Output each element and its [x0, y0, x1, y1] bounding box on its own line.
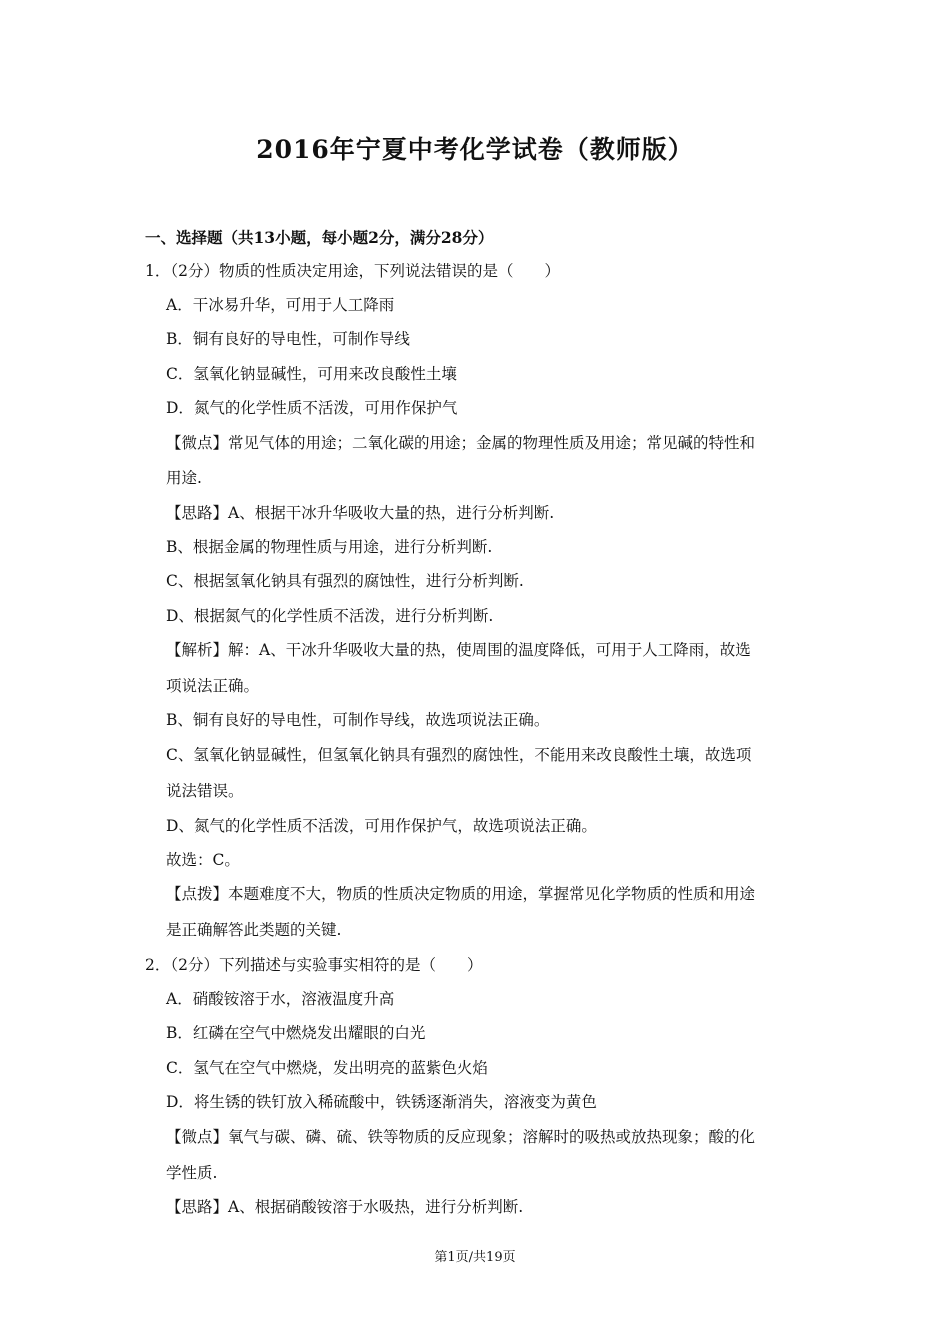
q1-analysis-b: B、铜有良好的导电性，可制作导线，故选项说法正确。 — [166, 711, 550, 729]
question-2-stem: 2．（2分）下列描述与实验事实相符的是（ ） — [145, 956, 483, 974]
q1-analysis-cont: 项说法正确。 — [166, 677, 260, 695]
page-footer: 第1页/共19页 — [434, 1250, 516, 1265]
q1-tip-cont: 是正确解答此类题的关键. — [166, 921, 342, 939]
q1-knowledge-point-cont: 用途. — [166, 469, 202, 487]
q2-knowledge-point: 【微点】氧气与碳、磷、硫、铁等物质的反应现象；溶解时的吸热或放热现象；酸的化 — [166, 1128, 756, 1146]
q1-knowledge-point: 【微点】常见气体的用途；二氧化碳的用途；金属的物理性质及用途；常见碱的特性和 — [166, 434, 756, 452]
q1-option-b: B．铜有良好的导电性，可制作导线 — [166, 330, 410, 348]
q1-analysis-d: D、氮气的化学性质不活泼，可用作保护气，故选项说法正确。 — [166, 817, 597, 835]
q2-option-b: B．红磷在空气中燃烧发出耀眼的白光 — [166, 1024, 426, 1042]
q1-approach-c: C、根据氢氧化钠具有强烈的腐蚀性，进行分析判断. — [166, 572, 524, 590]
page-title: 2016年宁夏中考化学试卷（教师版） — [256, 135, 694, 164]
q1-answer: 故选：C。 — [166, 851, 240, 869]
q2-approach: 【思路】A、根据硝酸铵溶于水吸热，进行分析判断. — [166, 1198, 524, 1216]
q1-tip: 【点拨】本题难度不大，物质的性质决定物质的用途，掌握常见化学物质的性质和用途 — [166, 885, 756, 903]
q1-approach-b: B、根据金属的物理性质与用途，进行分析判断. — [166, 538, 493, 556]
q1-option-a: A．干冰易升华，可用于人工降雨 — [166, 296, 395, 314]
q2-knowledge-point-cont: 学性质. — [166, 1164, 218, 1182]
q1-option-d: D．氮气的化学性质不活泼，可用作保护气 — [166, 399, 458, 417]
q1-option-c: C．氢氧化钠显碱性，可用来改良酸性土壤 — [166, 365, 457, 383]
q1-analysis: 【解析】解：A、干冰升华吸收大量的热，使周围的温度降低，可用于人工降雨，故选 — [166, 641, 751, 659]
q1-approach-d: D、根据氮气的化学性质不活泼，进行分析判断. — [166, 607, 494, 625]
question-1-stem: 1．（2分）物质的性质决定用途，下列说法错误的是（ ） — [145, 262, 560, 280]
section-header: 一、选择题（共13小题，每小题2分，满分28分） — [145, 228, 494, 247]
q1-analysis-c-cont: 说法错误。 — [166, 782, 244, 800]
q1-analysis-c: C、氢氧化钠显碱性，但氢氧化钠具有强烈的腐蚀性，不能用来改良酸性土壤，故选项 — [166, 746, 752, 764]
q2-option-d: D．将生锈的铁钉放入稀硫酸中，铁锈逐渐消失，溶液变为黄色 — [166, 1093, 597, 1111]
q2-option-c: C．氢气在空气中燃烧，发出明亮的蓝紫色火焰 — [166, 1059, 488, 1077]
q1-approach: 【思路】A、根据干冰升华吸收大量的热，进行分析判断. — [166, 504, 555, 522]
q2-option-a: A．硝酸铵溶于水，溶液温度升高 — [166, 990, 395, 1008]
